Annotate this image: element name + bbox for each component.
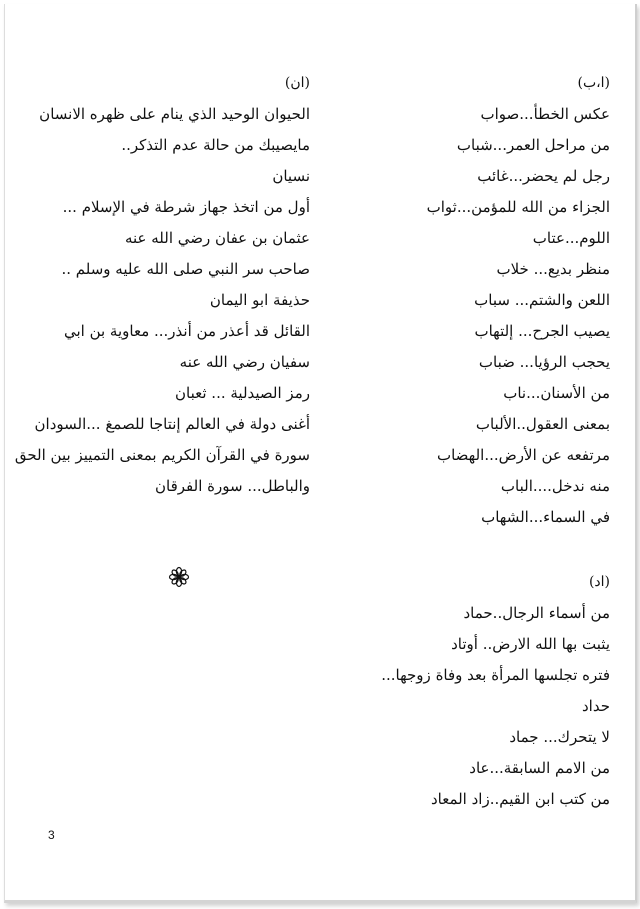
text-line: أول من اتخذ جهاز شرطة في الإسلام ... bbox=[62, 198, 310, 216]
left-column bbox=[14, 68, 310, 502]
right-column bbox=[340, 68, 610, 533]
text-line: من الامم السابقة...عاد bbox=[469, 759, 610, 777]
text-line: حداد bbox=[582, 697, 610, 715]
text-line: يحجب الرؤيا... ضباب bbox=[478, 353, 610, 371]
text-line: اللعن والشتم... سباب bbox=[474, 291, 610, 309]
text-line: سورة في القرآن الكريم بمعنى التمييز بين الحق bbox=[14, 446, 310, 464]
text-line: اللوم...عتاب bbox=[532, 229, 610, 247]
ad-section bbox=[350, 567, 610, 815]
text-line: منه ندخل....الباب bbox=[500, 477, 610, 495]
text-line: في السماء...الشهاب bbox=[481, 508, 610, 526]
text-line: والباطل... سورة الفرقان bbox=[155, 477, 310, 495]
text-line: القائل قد أعذر من أنذر... معاوية بن ابي bbox=[63, 322, 310, 340]
text-line: منظر بديع... خلاب bbox=[496, 260, 610, 278]
text-line: مايصيبك من حالة عدم التذكر.. bbox=[121, 136, 310, 154]
text-line: فتره تجلسها المرأة بعد وفاة زوجها... bbox=[381, 666, 610, 684]
text-line: حذيفة ابو اليمان bbox=[209, 291, 310, 309]
text-line: من الأسنان...ناب bbox=[503, 384, 610, 402]
text-line: عكس الخطأ...صواب bbox=[480, 105, 610, 123]
text-line: أغنى دولة في العالم إنتاجا للصمغ ...السودان bbox=[34, 415, 310, 433]
text-line: صاحب سر النبي صلى الله عليه وسلم .. bbox=[61, 260, 310, 278]
flower-icon bbox=[168, 566, 190, 588]
text-line: نسيان bbox=[272, 167, 310, 185]
text-line: من كتب ابن القيم..زاد المعاد bbox=[430, 790, 610, 808]
text-line: بمعنى العقول..الألباب bbox=[475, 415, 610, 433]
text-line: الحيوان الوحيد الذي ينام على ظهره الانسان bbox=[39, 105, 310, 123]
text-line: سفيان رضي الله عنه bbox=[179, 353, 310, 371]
text-line: من أسماء الرجال..حماد bbox=[463, 604, 610, 622]
section-heading-ad: (اد) bbox=[588, 574, 610, 590]
section-heading-ab: (ا،ب) bbox=[577, 75, 610, 91]
text-line: عثمان بن عفان رضي الله عنه bbox=[124, 229, 310, 247]
text-line: رمز الصيدلية ... ثعبان bbox=[175, 384, 310, 402]
page-number: 3 bbox=[48, 828, 55, 842]
text-line: مرتفعه عن الأرض...الهضاب bbox=[436, 446, 610, 464]
text-line: رجل لم يحضر...غائب bbox=[477, 167, 610, 185]
text-line: يصيب الجرح... إلتهاب bbox=[474, 322, 610, 340]
text-line: لا يتحرك... جماد bbox=[509, 728, 610, 746]
section-heading-an: (ان) bbox=[284, 75, 310, 91]
text-line: الجزاء من الله للمؤمن...ثواب bbox=[426, 198, 610, 216]
text-line: يثبت بها الله الارض.. أوتاد bbox=[451, 635, 610, 653]
text-line: من مراحل العمر...شباب bbox=[456, 136, 610, 154]
